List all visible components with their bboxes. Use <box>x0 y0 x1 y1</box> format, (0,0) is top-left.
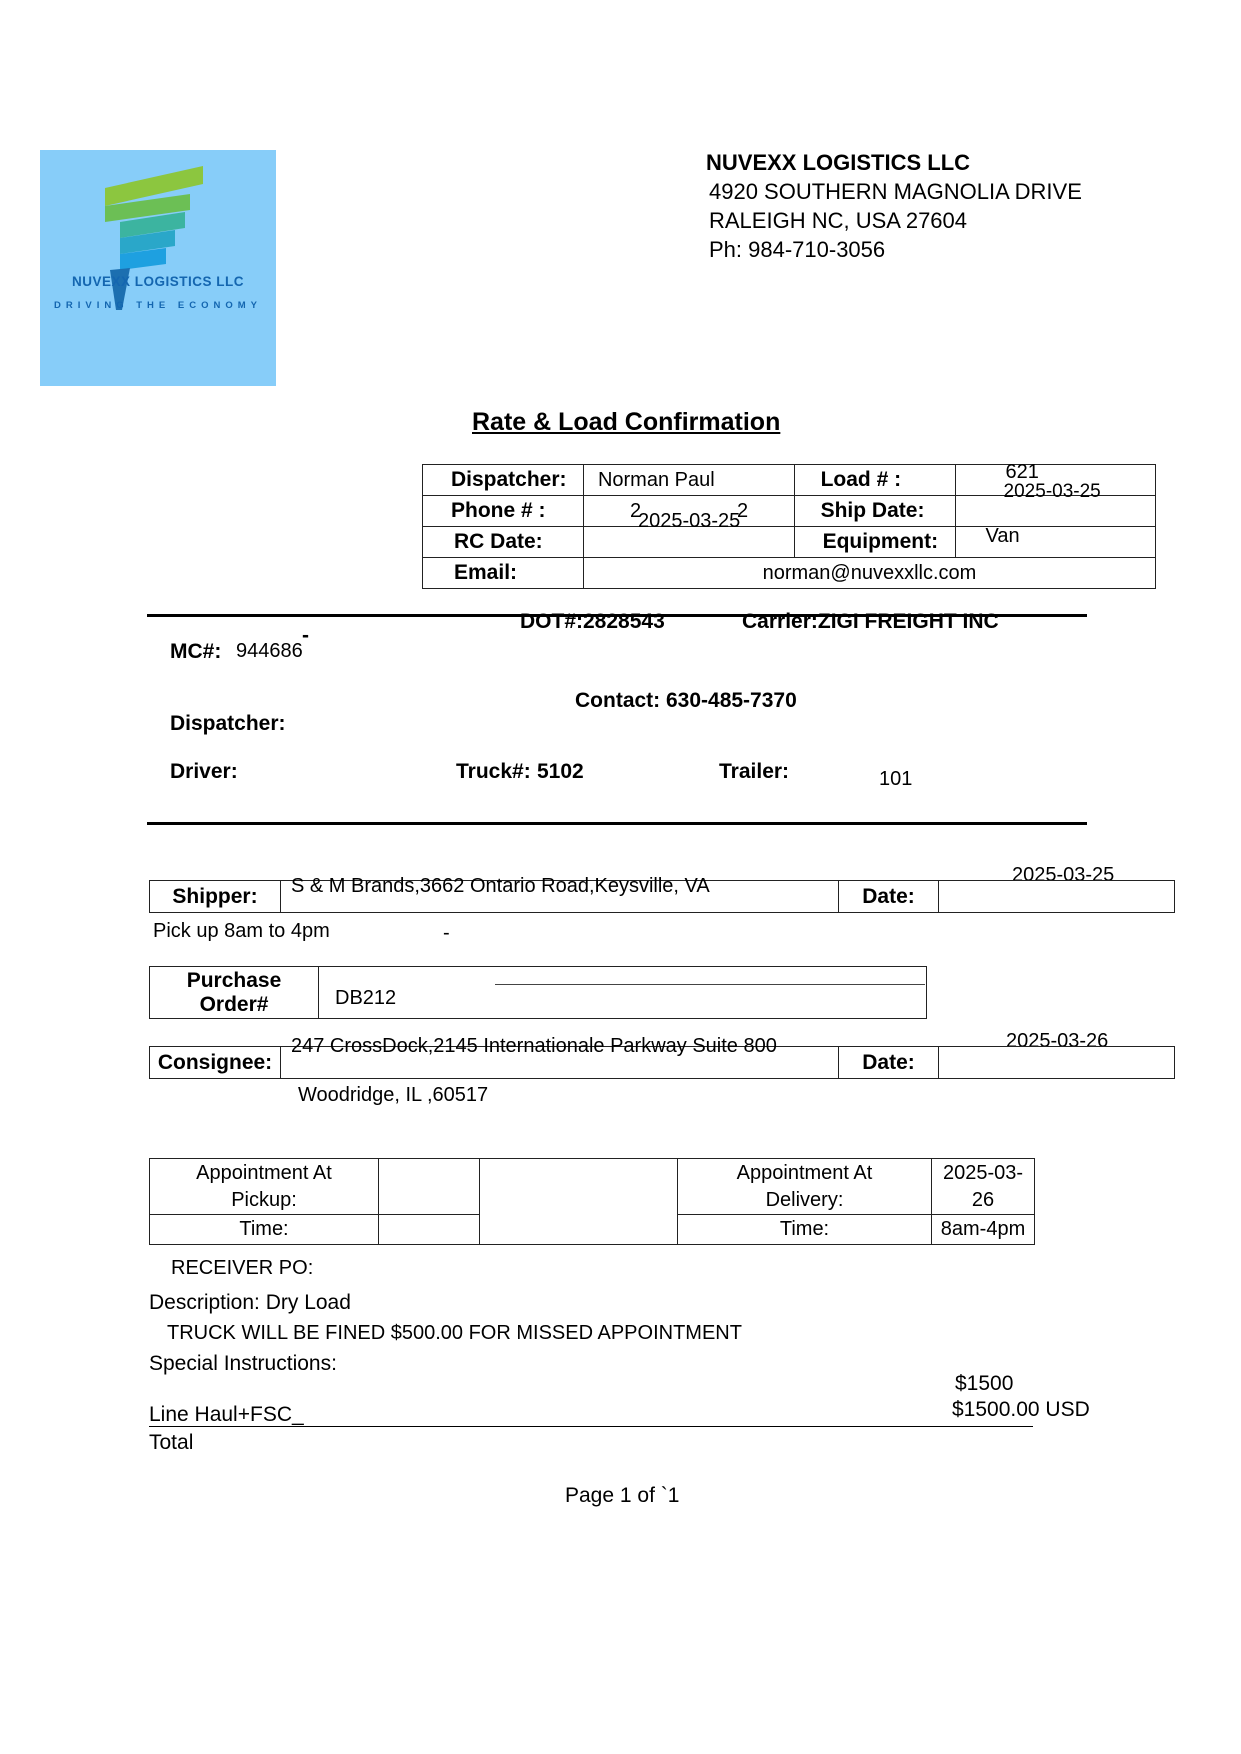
pickup-time-label: Time: <box>239 1218 289 1240</box>
ship-date-label-cell <box>794 496 955 527</box>
pickup-time-label-cell <box>150 1215 379 1245</box>
purchase-order-underline <box>495 984 925 985</box>
rc-date-label-cell <box>423 527 584 558</box>
pickup-window-note: Pick up 8am to 4pm <box>153 920 330 942</box>
purchase-order-value-cell <box>319 967 927 1019</box>
truck-value: 5102 <box>537 760 584 783</box>
load-date-value: 2025-03-25 <box>1003 481 1101 502</box>
driver-label: Driver: <box>170 760 238 783</box>
load-label-cell <box>794 465 955 496</box>
dispatcher-label-cell <box>423 465 584 496</box>
pickup-appointment-label-1: Appointment At <box>196 1161 332 1184</box>
shipper-date-label: Date: <box>862 884 915 908</box>
equipment-label-cell <box>794 527 955 558</box>
delivery-time-value: 8am-4pm <box>940 1218 1026 1240</box>
pickup-note-mark: - <box>443 922 450 944</box>
company-phone: Ph: 984-710-3056 <box>709 237 886 262</box>
pickup-time-value-cell <box>379 1215 480 1245</box>
phone-label-cell <box>423 496 584 527</box>
carrier-name: Carrier:ZIGI FREIGHT INC <box>742 610 999 633</box>
shipper-label: Shipper: <box>172 884 258 908</box>
consignee-date-label: Date: <box>862 1050 915 1074</box>
logo-tagline: DRIVING THE ECONOMY <box>54 300 262 311</box>
rc-date-label: RC Date: <box>454 530 543 553</box>
shipper-date-value: 2025-03-25 <box>1012 864 1115 886</box>
appointments-spacer-cell <box>480 1159 678 1245</box>
consignee-date-cell <box>939 1047 1175 1079</box>
consignee-value: 247 CrossDock,2145 Internationale Parkway Suite 800 <box>291 1035 777 1057</box>
missed-appointment-notice: TRUCK WILL BE FINED $500.00 FOR MISSED APPOINTMENT <box>167 1322 742 1344</box>
equipment-label: Equipment: <box>822 530 939 553</box>
truck-label: Truck#: <box>456 760 531 783</box>
appointments-table <box>149 1158 1035 1245</box>
total-label: Total <box>149 1431 194 1454</box>
shipper-date-label-cell <box>839 881 939 913</box>
special-instructions-label: Special Instructions: <box>149 1352 337 1375</box>
carrier-contact: Contact: 630-485-7370 <box>575 689 797 712</box>
company-address-line2: RALEIGH NC, USA 27604 <box>709 208 968 233</box>
email-value: norman@nuvexxllc.com <box>762 561 977 584</box>
dispatcher-value: Norman Paul <box>597 468 715 491</box>
consignee-date-value: 2025-03-26 <box>1006 1030 1109 1052</box>
shipper-value: S & M Brands,3662 Ontario Road,Keysville, VA <box>291 875 710 897</box>
page-number: Page 1 of `1 <box>565 1484 680 1507</box>
ship-date-label: Ship Date: <box>820 499 925 522</box>
shipper-value-cell <box>281 875 839 913</box>
pickup-appointment-label-cell <box>150 1159 379 1215</box>
line-haul-label: Line Haul+FSC_ <box>149 1403 304 1426</box>
consignee-label: Consignee: <box>157 1050 273 1074</box>
phone-value-date: 2025-03-25 <box>637 510 741 532</box>
dispatcher-value-cell <box>583 465 794 496</box>
shipper-label-cell <box>150 881 281 913</box>
document-title: Rate & Load Confirmation <box>472 408 781 436</box>
phone-label: Phone # : <box>451 499 546 522</box>
consignee-value-cell <box>281 1035 839 1079</box>
purchase-order-label-line1: Purchase <box>186 968 282 992</box>
delivery-appointment-label-cell <box>678 1159 932 1215</box>
purchase-order-label-line2: Order# <box>199 992 269 1016</box>
delivery-date-line2: 26 <box>971 1188 995 1211</box>
totals-rule <box>149 1426 1033 1427</box>
email-value-cell <box>583 558 1155 589</box>
load-number-label: Load # : <box>820 468 902 491</box>
dot-number: DOT#:2828543 <box>520 610 665 633</box>
phone-value-suffix: 2 <box>736 500 749 522</box>
delivery-time-label: Time: <box>779 1218 830 1240</box>
dispatch-header-table <box>422 461 1156 589</box>
delivery-appointment-label-1: Appointment At <box>736 1161 873 1184</box>
trailer-value: 101 <box>879 768 913 790</box>
dispatcher-label: Dispatcher: <box>451 468 567 491</box>
logo-company-name: NUVEXX LOGISTICS LLC <box>71 274 244 289</box>
equipment-value-cell <box>955 527 1155 558</box>
company-name: NUVEXX LOGISTICS LLC <box>706 150 971 175</box>
load-number-value: 621 <box>1005 461 1039 483</box>
total-value: $1500.00 USD <box>952 1398 1090 1421</box>
phone-value-prefix: 2 <box>629 500 642 522</box>
line-haul-value: $1500 <box>955 1372 1014 1395</box>
carrier-bottom-rule <box>147 822 1087 825</box>
mc-mark: - <box>302 624 309 647</box>
load-description: Description: Dry Load <box>149 1291 351 1314</box>
consignee-date-label-cell <box>839 1047 939 1079</box>
delivery-date-line1: 2025-03- <box>942 1161 1024 1184</box>
delivery-time-label-cell <box>678 1215 932 1245</box>
company-logo <box>40 150 276 386</box>
company-address-line1: 4920 SOUTHERN MAGNOLIA DRIVE <box>709 179 1082 204</box>
mc-label: MC#: <box>170 640 222 663</box>
carrier-dispatcher-label: Dispatcher: <box>170 712 286 735</box>
delivery-appointment-label-2: Delivery: <box>765 1188 844 1211</box>
shipper-date-cell <box>939 881 1175 913</box>
load-value-cell <box>955 461 1155 502</box>
consignee-city: Woodridge, IL ,60517 <box>298 1084 489 1106</box>
consignee-label-cell <box>150 1047 281 1079</box>
receiver-po-label: RECEIVER PO: <box>171 1257 314 1279</box>
purchase-order-label-cell <box>150 967 319 1019</box>
trailer-label: Trailer: <box>719 760 790 783</box>
pickup-appointment-value-cell <box>379 1159 480 1215</box>
mc-value: 944686 <box>236 640 303 662</box>
phone-value-cell <box>583 496 794 532</box>
purchase-order-value: DB212 <box>335 987 397 1009</box>
email-label: Email: <box>454 561 518 584</box>
equipment-value: Van <box>985 525 1020 547</box>
pickup-appointment-label-2: Pickup: <box>231 1188 297 1211</box>
delivery-appointment-value-cell <box>932 1159 1035 1215</box>
purchase-order-table <box>149 966 927 1019</box>
delivery-time-value-cell <box>932 1215 1035 1245</box>
ribbon-logo-icon <box>40 150 276 386</box>
email-label-cell <box>423 558 584 589</box>
